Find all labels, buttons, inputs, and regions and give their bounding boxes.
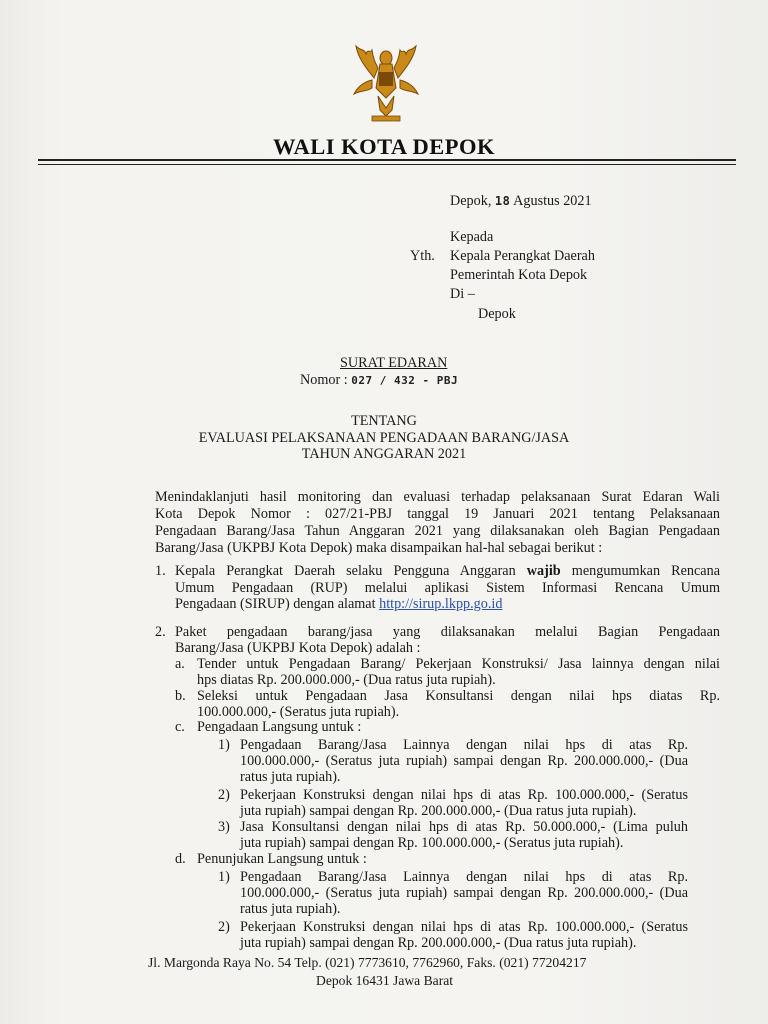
- item2b-line-1: Seleksi untuk Pengadaan Jasa Konsultansi dengan nilai hps diatas Rp.: [197, 688, 720, 704]
- footer-city: Depok 16431 Jawa Barat: [316, 973, 454, 988]
- recipient-di: Di –: [450, 286, 475, 302]
- item2c3-line-2: juta rupiah) sampai dengan Rp. 100.000.000,- (Seratus juta rupiah).: [240, 835, 624, 851]
- subject-line1: TENTANG: [351, 413, 417, 429]
- item2c1-number: 1): [218, 737, 230, 753]
- item2d2-line-1: Pekerjaan Konstruksi dengan nilai hps di atas Rp. 100.000.000,- (Seratus: [240, 919, 688, 935]
- recipient-yth: Yth.: [410, 248, 435, 264]
- circular-number-label: Nomor :: [300, 372, 348, 388]
- item2c-title: Pengadaan Langsung untuk :: [197, 719, 362, 735]
- item2a-label: a.: [175, 656, 185, 672]
- item2d-title: Penunjukan Langsung untuk :: [197, 851, 367, 867]
- intro-line-3: Pengadaan Barang/Jasa Tahun Anggaran 2021 yang dilaksanakan oleh Bagian Pengadaan: [155, 523, 720, 539]
- item1-line-3: [175, 596, 502, 613]
- footer-address: Jl. Margonda Raya No. 54 Telp. (021) 7773610, 7762960, Faks. (021) 77204217: [148, 955, 587, 970]
- item2c3-number: 3): [218, 819, 230, 835]
- intro-line-1: Menindaklanjuti hasil monitoring dan evaluasi terhadap pelaksanaan Surat Edaran Wali: [155, 489, 720, 505]
- recipient-kepada: Kepada: [450, 229, 494, 245]
- item2c2-line-1: Pekerjaan Konstruksi dengan nilai hps di atas Rp. 100.000.000,- (Seratus: [240, 787, 688, 803]
- date-place: Depok,: [450, 193, 492, 209]
- item2d1-line-2: 100.000.000,- (Seratus juta rupiah) sampai dengan Rp. 200.000.000,- (Dua: [240, 885, 688, 901]
- sirup-link[interactable]: http://sirup.lkpp.go.id: [379, 596, 503, 612]
- letterhead-rule-thin: [38, 164, 736, 165]
- item1-line1-pre: Kepala Perangkat Daerah selaku Pengguna Anggaran: [175, 563, 527, 579]
- item2c2-line-2: juta rupiah) sampai dengan Rp. 200.000.000,- (Dua ratus juta rupiah).: [240, 803, 637, 819]
- subject-line3: TAHUN ANGGARAN 2021: [301, 446, 467, 462]
- circular-heading: SURAT EDARAN: [340, 355, 448, 371]
- item1-line3-text: Pengadaan (SIRUP) dengan alamat: [175, 596, 380, 612]
- item2c1-line-3: ratus juta rupiah).: [240, 769, 341, 785]
- letterhead-title: WALI KOTA DEPOK: [272, 134, 496, 159]
- item1-line-1: [175, 563, 720, 580]
- item2d1-number: 1): [218, 869, 230, 885]
- date-line: [450, 193, 592, 210]
- recipient-city: Depok: [478, 306, 516, 322]
- recipient-line2: Pemerintah Kota Depok: [450, 267, 588, 283]
- item1-bold-wajib: wajib: [526, 563, 561, 579]
- item2c1-line-2: 100.000.000,- (Seratus juta rupiah) sampai dengan Rp. 200.000.000,- (Dua: [240, 753, 688, 769]
- item2b-line-2: 100.000.000,- (Seratus juta rupiah).: [197, 704, 400, 720]
- letterhead-rule: [38, 159, 736, 161]
- item2c-label: c.: [175, 719, 185, 735]
- intro-line-2: Kota Depok Nomor : 027/21-PBJ tanggal 19 Januari 2021 tentang Pelaksanaan: [155, 506, 720, 522]
- item2c2-number: 2): [218, 787, 230, 803]
- item2b-label: b.: [175, 688, 186, 704]
- item2c3-line-1: Jasa Konsultansi dengan nilai hps di atas Rp. 50.000.000,- (Lima puluh: [240, 819, 688, 835]
- circular-number-value: 027 / 432 - PBJ: [351, 374, 459, 387]
- garuda-emblem-icon: [336, 38, 436, 128]
- intro-line-4: Barang/Jasa (UKPBJ Kota Depok) maka disampaikan hal-hal sebagai berikut :: [155, 540, 603, 556]
- item2d-label: d.: [175, 851, 186, 867]
- item2-line-1: Paket pengadaan barang/jasa yang dilaksanakan melalui Bagian Pengadaan: [175, 624, 720, 640]
- circular-number: [300, 372, 458, 389]
- date-month-year: Agustus 2021: [513, 193, 592, 209]
- recipient-line1: Kepala Perangkat Daerah: [450, 248, 595, 264]
- item2-number: 2.: [155, 624, 166, 640]
- item1-line1-post: mengumumkan Rencana: [560, 563, 720, 579]
- item2d1-line-1: Pengadaan Barang/Jasa Lainnya dengan nilai hps di atas Rp.: [240, 869, 688, 885]
- item2a-line-2: hps diatas Rp. 200.000.000,- (Dua ratus juta rupiah).: [197, 672, 496, 688]
- item1-number: 1.: [155, 563, 166, 579]
- item2d2-line-2: juta rupiah) sampai dengan Rp. 200.000.000,- (Dua ratus juta rupiah).: [240, 935, 637, 951]
- subject-line2: EVALUASI PELAKSANAAN PENGADAAN BARANG/JASA: [198, 430, 570, 446]
- item2-line-2: Barang/Jasa (UKPBJ Kota Depok) adalah :: [175, 640, 421, 656]
- date-day: 18: [494, 194, 511, 208]
- item2c1-line-1: Pengadaan Barang/Jasa Lainnya dengan nilai hps di atas Rp.: [240, 737, 688, 753]
- item1-line-2: Umum Pengadaan (RUP) melalui aplikasi Sistem Informasi Rencana Umum: [175, 580, 720, 596]
- item2d1-line-3: ratus juta rupiah).: [240, 901, 341, 917]
- item2d2-number: 2): [218, 919, 230, 935]
- item2a-line-1: Tender untuk Pengadaan Barang/ Pekerjaan Konstruksi/ Jasa lainnya dengan nilai: [197, 656, 720, 672]
